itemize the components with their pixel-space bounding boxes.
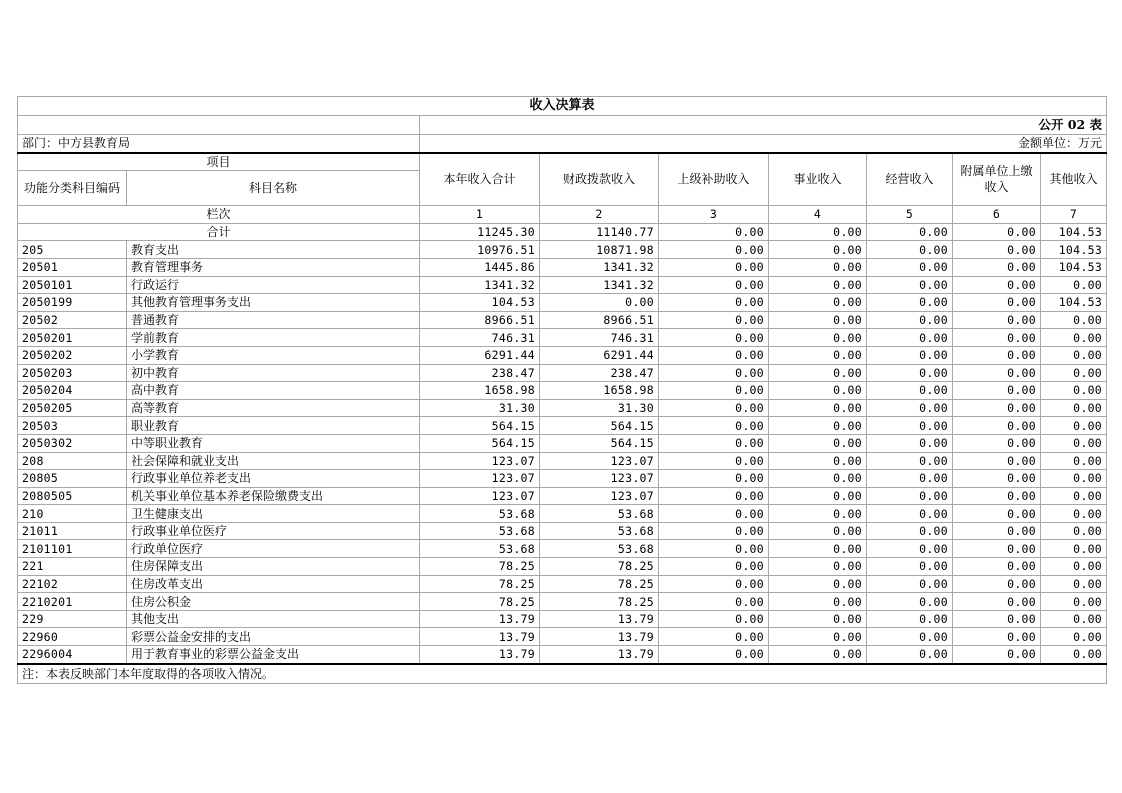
amount-cell: 0.00 [867,346,953,364]
table-row [18,505,1107,523]
amount-cell: 0.00 [659,470,769,488]
amount-cell: 1658.98 [420,382,540,400]
amount-cell: 1658.98 [540,382,659,400]
amount-cell: 0.00 [1041,276,1107,294]
table-row [18,522,1107,540]
amount-cell: 0.00 [1041,610,1107,628]
amount-cell: 0.00 [659,346,769,364]
amount-cell: 0.00 [867,434,953,452]
amount-cell: 104.53 [1041,258,1107,276]
subject-name: 初中教育 [127,364,420,382]
total-value: 0.00 [769,223,867,241]
department-label: 部门：中方县教育局 [18,135,420,153]
amount-cell: 0.00 [659,364,769,382]
amount-cell: 0.00 [867,399,953,417]
amount-cell: 0.00 [769,522,867,540]
amount-cell: 0.00 [769,399,867,417]
table-row [18,399,1107,417]
amount-cell: 0.00 [659,417,769,435]
amount-cell: 564.15 [420,417,540,435]
amount-cell: 0.00 [769,610,867,628]
amount-cell: 0.00 [953,522,1041,540]
amount-cell: 0.00 [659,276,769,294]
amount-cell: 53.68 [540,522,659,540]
amount-cell: 0.00 [1041,311,1107,329]
amount-cell: 0.00 [867,364,953,382]
amount-cell: 0.00 [867,452,953,470]
amount-cell: 0.00 [867,329,953,347]
amount-cell: 746.31 [420,329,540,347]
amount-cell: 0.00 [769,505,867,523]
header-subject-name: 科目名称 [127,171,420,206]
subject-code: 2050201 [18,329,127,347]
subject-name: 机关事业单位基本养老保险缴费支出 [127,487,420,505]
header-business: 事业收入 [769,153,867,206]
table-row [18,610,1107,628]
amount-cell: 0.00 [769,241,867,259]
amount-cell: 0.00 [659,610,769,628]
amount-cell: 53.68 [420,540,540,558]
amount-cell: 0.00 [659,399,769,417]
amount-cell: 13.79 [420,646,540,664]
amount-cell: 0.00 [953,329,1041,347]
note-row [18,664,1107,684]
amount-cell: 0.00 [659,382,769,400]
subject-name: 高中教育 [127,382,420,400]
subject-code: 2080505 [18,487,127,505]
amount-cell: 0.00 [769,487,867,505]
subject-code: 2050202 [18,346,127,364]
table-row [18,382,1107,400]
amount-cell: 1341.32 [540,258,659,276]
blank-cell [18,116,420,135]
amount-cell: 564.15 [540,417,659,435]
column-index-3: 3 [659,206,769,224]
column-index-4: 4 [769,206,867,224]
amount-cell: 0.00 [1041,628,1107,646]
table-title: 收入决算表 [18,97,1107,116]
table-row [18,329,1107,347]
amount-cell: 0.00 [867,241,953,259]
subject-name: 教育支出 [127,241,420,259]
column-index-row [18,206,1107,224]
amount-cell: 0.00 [1041,558,1107,576]
amount-cell: 6291.44 [420,346,540,364]
amount-cell: 0.00 [659,593,769,611]
amount-cell: 0.00 [1041,364,1107,382]
amount-cell: 238.47 [420,364,540,382]
amount-cell: 0.00 [867,628,953,646]
header-other: 其他收入 [1041,153,1107,206]
header-project: 项目 [18,153,420,171]
table-row [18,593,1107,611]
subject-name: 住房改革支出 [127,575,420,593]
table-note: 注：本表反映部门本年度取得的各项收入情况。 [18,664,1107,684]
amount-cell: 8966.51 [540,311,659,329]
header-superior: 上级补助收入 [659,153,769,206]
amount-cell: 0.00 [769,329,867,347]
subject-name: 卫生健康支出 [127,505,420,523]
amount-cell: 0.00 [540,294,659,312]
amount-cell: 13.79 [420,628,540,646]
header-func-code: 功能分类科目编码 [18,171,127,206]
amount-cell: 0.00 [769,346,867,364]
amount-cell: 0.00 [1041,575,1107,593]
amount-cell: 31.30 [540,399,659,417]
subject-name: 高等教育 [127,399,420,417]
amount-cell: 0.00 [867,311,953,329]
amount-cell: 0.00 [953,382,1041,400]
amount-cell: 0.00 [953,470,1041,488]
amount-cell: 104.53 [420,294,540,312]
amount-cell: 0.00 [769,258,867,276]
unit-label: 金额单位：万元 [420,135,1107,153]
amount-cell: 0.00 [1041,329,1107,347]
amount-cell: 0.00 [867,487,953,505]
amount-cell: 78.25 [420,575,540,593]
subject-code: 20805 [18,470,127,488]
amount-cell: 0.00 [953,346,1041,364]
amount-cell: 104.53 [1041,241,1107,259]
header-total-income: 本年收入合计 [420,153,540,206]
subject-code: 22960 [18,628,127,646]
amount-cell: 13.79 [540,646,659,664]
subject-name: 教育管理事务 [127,258,420,276]
amount-cell: 78.25 [540,593,659,611]
amount-cell: 0.00 [953,593,1041,611]
subject-code: 2296004 [18,646,127,664]
table-row [18,575,1107,593]
amount-cell: 0.00 [659,540,769,558]
amount-cell: 0.00 [867,417,953,435]
amount-cell: 0.00 [659,241,769,259]
subject-code: 2050199 [18,294,127,312]
header-affiliated: 附属单位上缴收入 [953,153,1041,206]
table-row [18,294,1107,312]
subject-name: 行政运行 [127,276,420,294]
amount-cell: 10871.98 [540,241,659,259]
amount-cell: 0.00 [769,311,867,329]
amount-cell: 0.00 [1041,417,1107,435]
subject-code: 2050101 [18,276,127,294]
amount-cell: 0.00 [1041,452,1107,470]
amount-cell: 0.00 [953,646,1041,664]
subject-code: 205 [18,241,127,259]
subject-name: 住房保障支出 [127,558,420,576]
amount-cell: 0.00 [659,628,769,646]
column-index-6: 6 [953,206,1041,224]
subject-code: 2210201 [18,593,127,611]
total-row [18,223,1107,241]
amount-cell: 123.07 [540,470,659,488]
subject-code: 2050302 [18,434,127,452]
amount-cell: 0.00 [769,382,867,400]
amount-cell: 0.00 [953,311,1041,329]
amount-cell: 0.00 [659,452,769,470]
amount-cell: 0.00 [769,558,867,576]
amount-cell: 0.00 [867,258,953,276]
amount-cell: 0.00 [1041,522,1107,540]
amount-cell: 0.00 [659,505,769,523]
amount-cell: 0.00 [867,294,953,312]
table-row [18,452,1107,470]
amount-cell: 0.00 [1041,540,1107,558]
amount-cell: 53.68 [420,505,540,523]
amount-cell: 0.00 [953,558,1041,576]
amount-cell: 78.25 [540,575,659,593]
subject-code: 22102 [18,575,127,593]
table-row [18,434,1107,452]
amount-cell: 0.00 [867,522,953,540]
amount-cell: 0.00 [867,593,953,611]
amount-cell: 0.00 [953,575,1041,593]
amount-cell: 123.07 [540,452,659,470]
total-value: 0.00 [953,223,1041,241]
amount-cell: 53.68 [420,522,540,540]
amount-cell: 13.79 [420,610,540,628]
column-index-2: 2 [540,206,659,224]
amount-cell: 0.00 [769,417,867,435]
column-index-5: 5 [867,206,953,224]
amount-cell: 0.00 [867,646,953,664]
amount-cell: 0.00 [867,540,953,558]
amount-cell: 0.00 [659,575,769,593]
subject-name: 用于教育事业的彩票公益金支出 [127,646,420,664]
amount-cell: 0.00 [1041,646,1107,664]
total-value: 0.00 [867,223,953,241]
amount-cell: 123.07 [420,470,540,488]
amount-cell: 0.00 [953,364,1041,382]
amount-cell: 13.79 [540,610,659,628]
amount-cell: 0.00 [1041,434,1107,452]
amount-cell: 0.00 [953,241,1041,259]
table-code: 公开 02 表 [420,116,1107,135]
amount-cell: 0.00 [867,558,953,576]
amount-cell: 0.00 [953,628,1041,646]
total-value: 11245.30 [420,223,540,241]
subject-code: 210 [18,505,127,523]
amount-cell: 0.00 [1041,470,1107,488]
amount-cell: 0.00 [953,399,1041,417]
amount-cell: 8966.51 [420,311,540,329]
subject-name: 行政单位医疗 [127,540,420,558]
subject-code: 2050205 [18,399,127,417]
subject-name: 行政事业单位医疗 [127,522,420,540]
amount-cell: 0.00 [659,487,769,505]
subject-code: 2050204 [18,382,127,400]
amount-cell: 564.15 [540,434,659,452]
amount-cell: 0.00 [953,452,1041,470]
total-value: 0.00 [659,223,769,241]
amount-cell: 0.00 [953,540,1041,558]
subject-name: 其他支出 [127,610,420,628]
subject-code: 20502 [18,311,127,329]
amount-cell: 78.25 [420,558,540,576]
amount-cell: 0.00 [659,329,769,347]
table-row [18,417,1107,435]
amount-cell: 0.00 [953,487,1041,505]
subject-name: 普通教育 [127,311,420,329]
amount-cell: 6291.44 [540,346,659,364]
amount-cell: 0.00 [867,610,953,628]
amount-cell: 0.00 [659,294,769,312]
amount-cell: 0.00 [769,575,867,593]
subject-code: 2050203 [18,364,127,382]
amount-cell: 0.00 [953,505,1041,523]
amount-cell: 53.68 [540,505,659,523]
amount-cell: 1341.32 [420,276,540,294]
amount-cell: 0.00 [953,610,1041,628]
amount-cell: 0.00 [1041,505,1107,523]
subject-code: 2101101 [18,540,127,558]
amount-cell: 0.00 [769,452,867,470]
amount-cell: 0.00 [953,276,1041,294]
amount-cell: 0.00 [867,505,953,523]
amount-cell: 0.00 [659,258,769,276]
amount-cell: 564.15 [420,434,540,452]
amount-cell: 0.00 [867,470,953,488]
amount-cell: 78.25 [420,593,540,611]
column-index-7: 7 [1041,206,1107,224]
amount-cell: 53.68 [540,540,659,558]
amount-cell: 0.00 [1041,399,1107,417]
amount-cell: 0.00 [867,382,953,400]
subject-code: 229 [18,610,127,628]
table-row [18,276,1107,294]
subject-code: 221 [18,558,127,576]
amount-cell: 0.00 [769,276,867,294]
amount-cell: 0.00 [953,258,1041,276]
column-index-label: 栏次 [18,206,420,224]
table-row [18,311,1107,329]
amount-cell: 0.00 [659,558,769,576]
amount-cell: 31.30 [420,399,540,417]
income-statement-sheet [17,96,1106,684]
amount-cell: 0.00 [769,364,867,382]
amount-cell: 0.00 [1041,487,1107,505]
subject-name: 社会保障和就业支出 [127,452,420,470]
amount-cell: 13.79 [540,628,659,646]
amount-cell: 0.00 [769,540,867,558]
subject-code: 208 [18,452,127,470]
amount-cell: 0.00 [867,575,953,593]
subject-code: 21011 [18,522,127,540]
subject-name: 小学教育 [127,346,420,364]
amount-cell: 0.00 [1041,382,1107,400]
amount-cell: 0.00 [769,593,867,611]
amount-cell: 123.07 [540,487,659,505]
subject-name: 学前教育 [127,329,420,347]
amount-cell: 123.07 [420,487,540,505]
amount-cell: 238.47 [540,364,659,382]
subject-name: 行政事业单位养老支出 [127,470,420,488]
total-value: 104.53 [1041,223,1107,241]
amount-cell: 0.00 [659,646,769,664]
amount-cell: 0.00 [769,434,867,452]
table-row [18,628,1107,646]
table-row [18,241,1107,259]
amount-cell: 0.00 [769,294,867,312]
subject-name: 住房公积金 [127,593,420,611]
amount-cell: 0.00 [659,311,769,329]
income-table [17,96,1107,684]
total-label: 合计 [18,223,420,241]
amount-cell: 0.00 [769,646,867,664]
subject-name: 彩票公益金安排的支出 [127,628,420,646]
amount-cell: 0.00 [953,294,1041,312]
table-row [18,487,1107,505]
subject-name: 中等职业教育 [127,434,420,452]
table-row [18,470,1107,488]
column-index-1: 1 [420,206,540,224]
amount-cell: 1341.32 [540,276,659,294]
amount-cell: 0.00 [1041,346,1107,364]
header-fiscal: 财政拨款收入 [540,153,659,206]
subject-code: 20503 [18,417,127,435]
amount-cell: 123.07 [420,452,540,470]
amount-cell: 1445.86 [420,258,540,276]
amount-cell: 746.31 [540,329,659,347]
subject-code: 20501 [18,258,127,276]
subject-name: 其他教育管理事务支出 [127,294,420,312]
amount-cell: 78.25 [540,558,659,576]
table-row [18,646,1107,664]
table-row [18,258,1107,276]
amount-cell: 0.00 [769,628,867,646]
amount-cell: 10976.51 [420,241,540,259]
header-operating: 经营收入 [867,153,953,206]
amount-cell: 0.00 [953,417,1041,435]
amount-cell: 104.53 [1041,294,1107,312]
table-row [18,558,1107,576]
subject-name: 职业教育 [127,417,420,435]
amount-cell: 0.00 [769,470,867,488]
total-value: 11140.77 [540,223,659,241]
amount-cell: 0.00 [659,522,769,540]
table-row [18,540,1107,558]
amount-cell: 0.00 [953,434,1041,452]
amount-cell: 0.00 [1041,593,1107,611]
amount-cell: 0.00 [659,434,769,452]
table-row [18,364,1107,382]
table-row [18,346,1107,364]
amount-cell: 0.00 [867,276,953,294]
